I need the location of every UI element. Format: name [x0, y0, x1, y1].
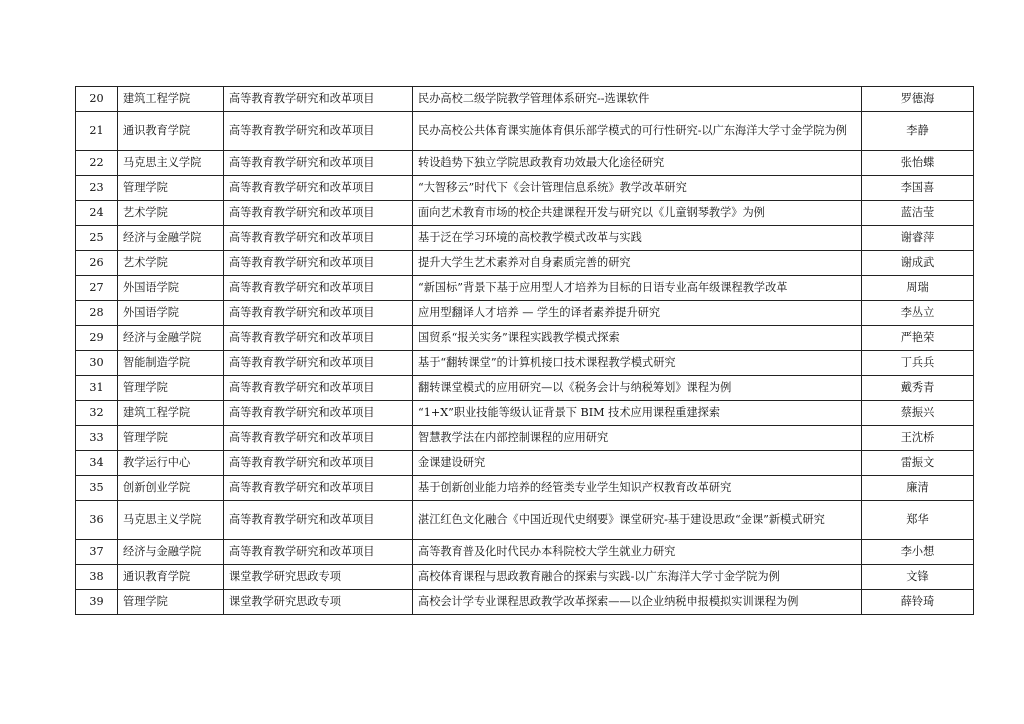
project-title-cell: 基于“翻转课堂”的计算机接口技术课程教学模式研究 — [413, 351, 862, 376]
college-cell: 管理学院 — [118, 590, 224, 615]
project-title-cell: 湛江红色文化融合《中国近现代史纲要》课堂研究-基于建设思政“金课”新模式研究 — [413, 501, 862, 540]
row-number: 28 — [76, 301, 118, 326]
project-title-cell: 高校会计学专业课程思政教学改革探索——以企业纳税申报模拟实训课程为例 — [413, 590, 862, 615]
project-title-cell: 高等教育普及化时代民办本科院校大学生就业力研究 — [413, 540, 862, 565]
project-title-cell: 智慧教学法在内部控制课程的应用研究 — [413, 426, 862, 451]
row-number: 21 — [76, 112, 118, 151]
row-number: 34 — [76, 451, 118, 476]
project-title-cell: “新国标”背景下基于应用型人才培养为目标的日语专业高年级课程教学改革 — [413, 276, 862, 301]
leader-cell: 雷振文 — [862, 451, 974, 476]
project-title-cell: 基于创新创业能力培养的经管类专业学生知识产权教育改革研究 — [413, 476, 862, 501]
college-cell: 艺术学院 — [118, 251, 224, 276]
college-cell: 管理学院 — [118, 176, 224, 201]
leader-cell: 文锋 — [862, 565, 974, 590]
project-title-cell: 民办高校二级学院教学管理体系研究--选课软件 — [413, 87, 862, 112]
table-row — [76, 276, 974, 301]
project-title-cell: “1+X”职业技能等级认证背景下 BIM 技术应用课程重建探索 — [413, 401, 862, 426]
leader-cell: 周瑞 — [862, 276, 974, 301]
leader-cell: 李小想 — [862, 540, 974, 565]
leader-cell: 严艳荣 — [862, 326, 974, 351]
leader-cell: 戴秀青 — [862, 376, 974, 401]
row-number: 29 — [76, 326, 118, 351]
category-cell: 高等教育教学研究和改革项目 — [224, 540, 413, 565]
table-row — [76, 565, 974, 590]
table-row — [76, 451, 974, 476]
project-table-body — [76, 87, 974, 615]
category-cell: 高等教育教学研究和改革项目 — [224, 176, 413, 201]
leader-cell: 郑华 — [862, 501, 974, 540]
college-cell: 管理学院 — [118, 426, 224, 451]
category-cell: 高等教育教学研究和改革项目 — [224, 301, 413, 326]
college-cell: 智能制造学院 — [118, 351, 224, 376]
leader-cell: 蔡振兴 — [862, 401, 974, 426]
table-row — [76, 426, 974, 451]
row-number: 37 — [76, 540, 118, 565]
project-title-cell: 基于泛在学习环境的高校教学模式改革与实践 — [413, 226, 862, 251]
table-row — [76, 501, 974, 540]
leader-cell: 罗德海 — [862, 87, 974, 112]
table-row — [76, 351, 974, 376]
category-cell: 高等教育教学研究和改革项目 — [224, 451, 413, 476]
table-row — [76, 476, 974, 501]
college-cell: 经济与金融学院 — [118, 540, 224, 565]
college-cell: 建筑工程学院 — [118, 401, 224, 426]
table-row — [76, 326, 974, 351]
row-number: 36 — [76, 501, 118, 540]
table-row — [76, 401, 974, 426]
category-cell: 高等教育教学研究和改革项目 — [224, 426, 413, 451]
category-cell: 高等教育教学研究和改革项目 — [224, 87, 413, 112]
college-cell: 建筑工程学院 — [118, 87, 224, 112]
college-cell: 管理学院 — [118, 376, 224, 401]
college-cell: 马克思主义学院 — [118, 501, 224, 540]
category-cell: 高等教育教学研究和改革项目 — [224, 151, 413, 176]
table-row — [76, 590, 974, 615]
college-cell: 创新创业学院 — [118, 476, 224, 501]
category-cell: 课堂教学研究思政专项 — [224, 590, 413, 615]
college-cell: 教学运行中心 — [118, 451, 224, 476]
category-cell: 高等教育教学研究和改革项目 — [224, 251, 413, 276]
leader-cell: 廉清 — [862, 476, 974, 501]
category-cell: 高等教育教学研究和改革项目 — [224, 501, 413, 540]
row-number: 39 — [76, 590, 118, 615]
row-number: 35 — [76, 476, 118, 501]
table-row — [76, 226, 974, 251]
row-number: 24 — [76, 201, 118, 226]
row-number: 31 — [76, 376, 118, 401]
table-row — [76, 87, 974, 112]
category-cell: 课堂教学研究思政专项 — [224, 565, 413, 590]
row-number: 25 — [76, 226, 118, 251]
project-title-cell: 金课建设研究 — [413, 451, 862, 476]
row-number: 30 — [76, 351, 118, 376]
row-number: 20 — [76, 87, 118, 112]
project-title-cell: 高校体育课程与思政教育融合的探索与实践-以广东海洋大学寸金学院为例 — [413, 565, 862, 590]
project-title-cell: 应用型翻译人才培养 — 学生的译者素养提升研究 — [413, 301, 862, 326]
row-number: 27 — [76, 276, 118, 301]
row-number: 38 — [76, 565, 118, 590]
college-cell: 通识教育学院 — [118, 565, 224, 590]
table-row — [76, 376, 974, 401]
category-cell: 高等教育教学研究和改革项目 — [224, 226, 413, 251]
project-title-cell: 翻转课堂模式的应用研究—以《税务会计与纳税筹划》课程为例 — [413, 376, 862, 401]
leader-cell: 李静 — [862, 112, 974, 151]
row-number: 26 — [76, 251, 118, 276]
category-cell: 高等教育教学研究和改革项目 — [224, 376, 413, 401]
leader-cell: 李丛立 — [862, 301, 974, 326]
row-number: 33 — [76, 426, 118, 451]
table-row — [76, 251, 974, 276]
category-cell: 高等教育教学研究和改革项目 — [224, 326, 413, 351]
category-cell: 高等教育教学研究和改革项目 — [224, 476, 413, 501]
table-row — [76, 540, 974, 565]
table-row — [76, 176, 974, 201]
college-cell: 马克思主义学院 — [118, 151, 224, 176]
leader-cell: 谢睿萍 — [862, 226, 974, 251]
table-row — [76, 151, 974, 176]
college-cell: 外国语学院 — [118, 276, 224, 301]
category-cell: 高等教育教学研究和改革项目 — [224, 401, 413, 426]
row-number: 32 — [76, 401, 118, 426]
project-title-cell: 民办高校公共体育课实施体育俱乐部学模式的可行性研究-以广东海洋大学寸金学院为例 — [413, 112, 862, 151]
leader-cell: 薛铃琦 — [862, 590, 974, 615]
college-cell: 艺术学院 — [118, 201, 224, 226]
college-cell: 经济与金融学院 — [118, 326, 224, 351]
college-cell: 经济与金融学院 — [118, 226, 224, 251]
project-title-cell: 国贸系“报关实务”课程实践教学模式探索 — [413, 326, 862, 351]
table-row — [76, 201, 974, 226]
college-cell: 外国语学院 — [118, 301, 224, 326]
category-cell: 高等教育教学研究和改革项目 — [224, 276, 413, 301]
table-row — [76, 112, 974, 151]
college-cell: 通识教育学院 — [118, 112, 224, 151]
row-number: 22 — [76, 151, 118, 176]
project-table — [75, 86, 974, 615]
leader-cell: 李国喜 — [862, 176, 974, 201]
leader-cell: 谢成武 — [862, 251, 974, 276]
project-title-cell: 转设趋势下独立学院思政教育功效最大化途径研究 — [413, 151, 862, 176]
leader-cell: 王沈桥 — [862, 426, 974, 451]
project-title-cell: 面向艺术教育市场的校企共建课程开发与研究以《儿童钢琴教学》为例 — [413, 201, 862, 226]
leader-cell: 蓝洁莹 — [862, 201, 974, 226]
project-title-cell: 提升大学生艺术素养对自身素质完善的研究 — [413, 251, 862, 276]
table-row — [76, 301, 974, 326]
category-cell: 高等教育教学研究和改革项目 — [224, 351, 413, 376]
row-number: 23 — [76, 176, 118, 201]
category-cell: 高等教育教学研究和改革项目 — [224, 201, 413, 226]
leader-cell: 张怡蝶 — [862, 151, 974, 176]
leader-cell: 丁兵兵 — [862, 351, 974, 376]
category-cell: 高等教育教学研究和改革项目 — [224, 112, 413, 151]
project-title-cell: “大智移云”时代下《会计管理信息系统》教学改革研究 — [413, 176, 862, 201]
